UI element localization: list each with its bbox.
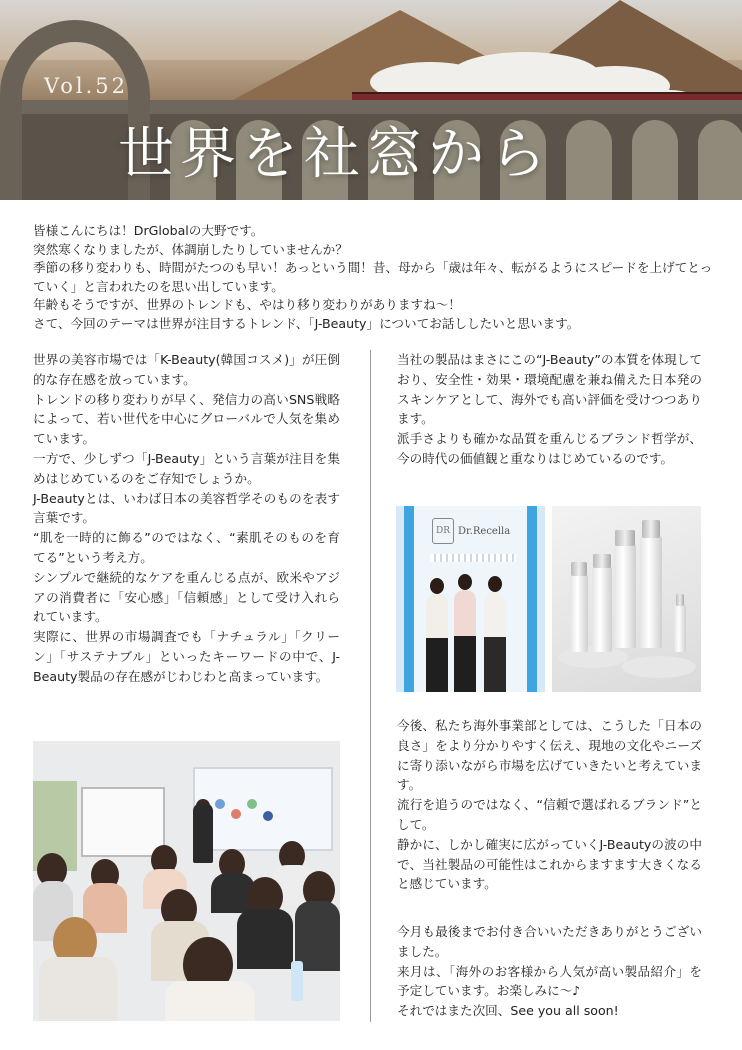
body-paragraph: 実際に、世界の市場調査でも「ナチュラル」「クリーン」「サステナブル」といったキーワードの中で、J-Beauty製品の存在感がじわじわと高まっています。 (33, 629, 340, 684)
body-paragraph: 流行を追うのではなく、“信頼で選ばれるブランド”として。 (397, 797, 702, 832)
closing-paragraph: それではまた次回、See you all soon! (397, 1003, 619, 1019)
intro-paragraph: 季節の移り変わりも、時間がたつのも早い！あっという間！昔、母から「歳は年々、転がるようにスピードを上げてとっていく」と言われたのを思い出しています。 (33, 260, 713, 294)
audience-member (237, 909, 293, 969)
product-bottle (592, 566, 612, 652)
water-bottle (291, 961, 303, 1001)
body-paragraph: J-Beautyとは、いわば日本の美容哲学そのものを表す言葉です。 (33, 490, 340, 526)
booth-photo (396, 506, 545, 692)
body-paragraph: “肌を一時的に飾る”のではなく、“素肌そのものを育てる”という考え方。 (33, 530, 340, 565)
body-paragraph: 当社の製品はまさにこの“J-Beauty”の本質を体現しており、安全性・効果・環境配慮を兼ね備えた日本発のスキンケアとして、海外でも高い評価を受けつつあります。 (397, 352, 702, 427)
intro-section (33, 222, 713, 334)
closing-section (397, 922, 702, 1021)
intro-paragraph: 皆様こんにちは！DrGlobalの大野です。 (33, 223, 264, 238)
intro-paragraph: 突然寒くなりましたが、体調崩したりしていませんか？ (33, 241, 348, 257)
audience-member (39, 957, 117, 1021)
brand-logo-text: Dr.Recella (458, 526, 511, 537)
body-paragraph: 一方で、少しずつ「J-Beauty」という言葉が注目を集めはじめているのをご存知でしょうか。 (33, 450, 340, 486)
body-paragraph: 世界の美容市場では「K-Beauty(韓国コスメ)」が圧倒的な存在感を放っています。 (33, 352, 340, 387)
product-bottle (570, 574, 588, 652)
product-shelf (430, 554, 516, 562)
product-bottle (640, 536, 662, 648)
staff-person (484, 592, 506, 692)
body-paragraph: 静かに、しかし確実に広がっていくJ-Beautyの波の中で、当社製品の可能性はこれからますます大きくなると感じています。 (397, 836, 702, 892)
presentation-screen (193, 767, 333, 851)
body-paragraph: 派手さよりも確かな品質を重んじるブランド哲学が、今の時代の価値観と重なりはじめているのです。 (397, 431, 702, 466)
page-title: 世界を社窓から (118, 122, 552, 187)
presenter (193, 803, 213, 863)
seminar-photo (33, 741, 340, 1021)
product-tube (674, 604, 686, 652)
closing-paragraph: 来月は、「海外のお客様から人気が高い製品紹介」を予定しています。お楽しみに〜♪ (397, 963, 702, 999)
audience-member (165, 981, 255, 1021)
product-photo (552, 506, 701, 692)
brand-logo-mark: DR (432, 518, 454, 544)
closing-paragraph: 今月も最後までお付き合いいただきありがとうございました。 (397, 924, 702, 959)
intro-paragraph: さて、今回のテーマは世界が注目するトレンド、「J-Beauty」についてお話ししたいと思います。 (33, 315, 580, 331)
staff-person (426, 594, 448, 692)
audience-member (295, 901, 340, 971)
intro-paragraph: 年齢もそうですが、世界のトレンドも、やはり移り変わりがありますね〜！ (33, 297, 461, 313)
product-bottle (614, 544, 636, 648)
body-paragraph: 今後、私たち海外事業部としては、こうした「日本の良さ」をより分かりやすく伝え、現地の文化やニーズに寄り添いながら市場を広げていきたいと考えています。 (397, 718, 702, 793)
right-column-top (397, 350, 702, 469)
body-paragraph: シンプルで継続的なケアを重んじる点が、欧米やアジアの消費者に「安心感」「信頼感」として受け入れられています。 (33, 569, 340, 625)
left-column (33, 350, 340, 687)
header-banner (0, 0, 742, 200)
column-divider (370, 350, 371, 1022)
body-paragraph: トレンドの移り変わりが早く、発信力の高いSNS戦略によって、若い世代を中心にグローバルで人気を集めています。 (33, 391, 340, 447)
seminar-whiteboard (81, 787, 165, 857)
staff-person (454, 590, 476, 692)
volume-number: Vol.52 (44, 74, 128, 98)
right-column-middle (397, 716, 702, 894)
